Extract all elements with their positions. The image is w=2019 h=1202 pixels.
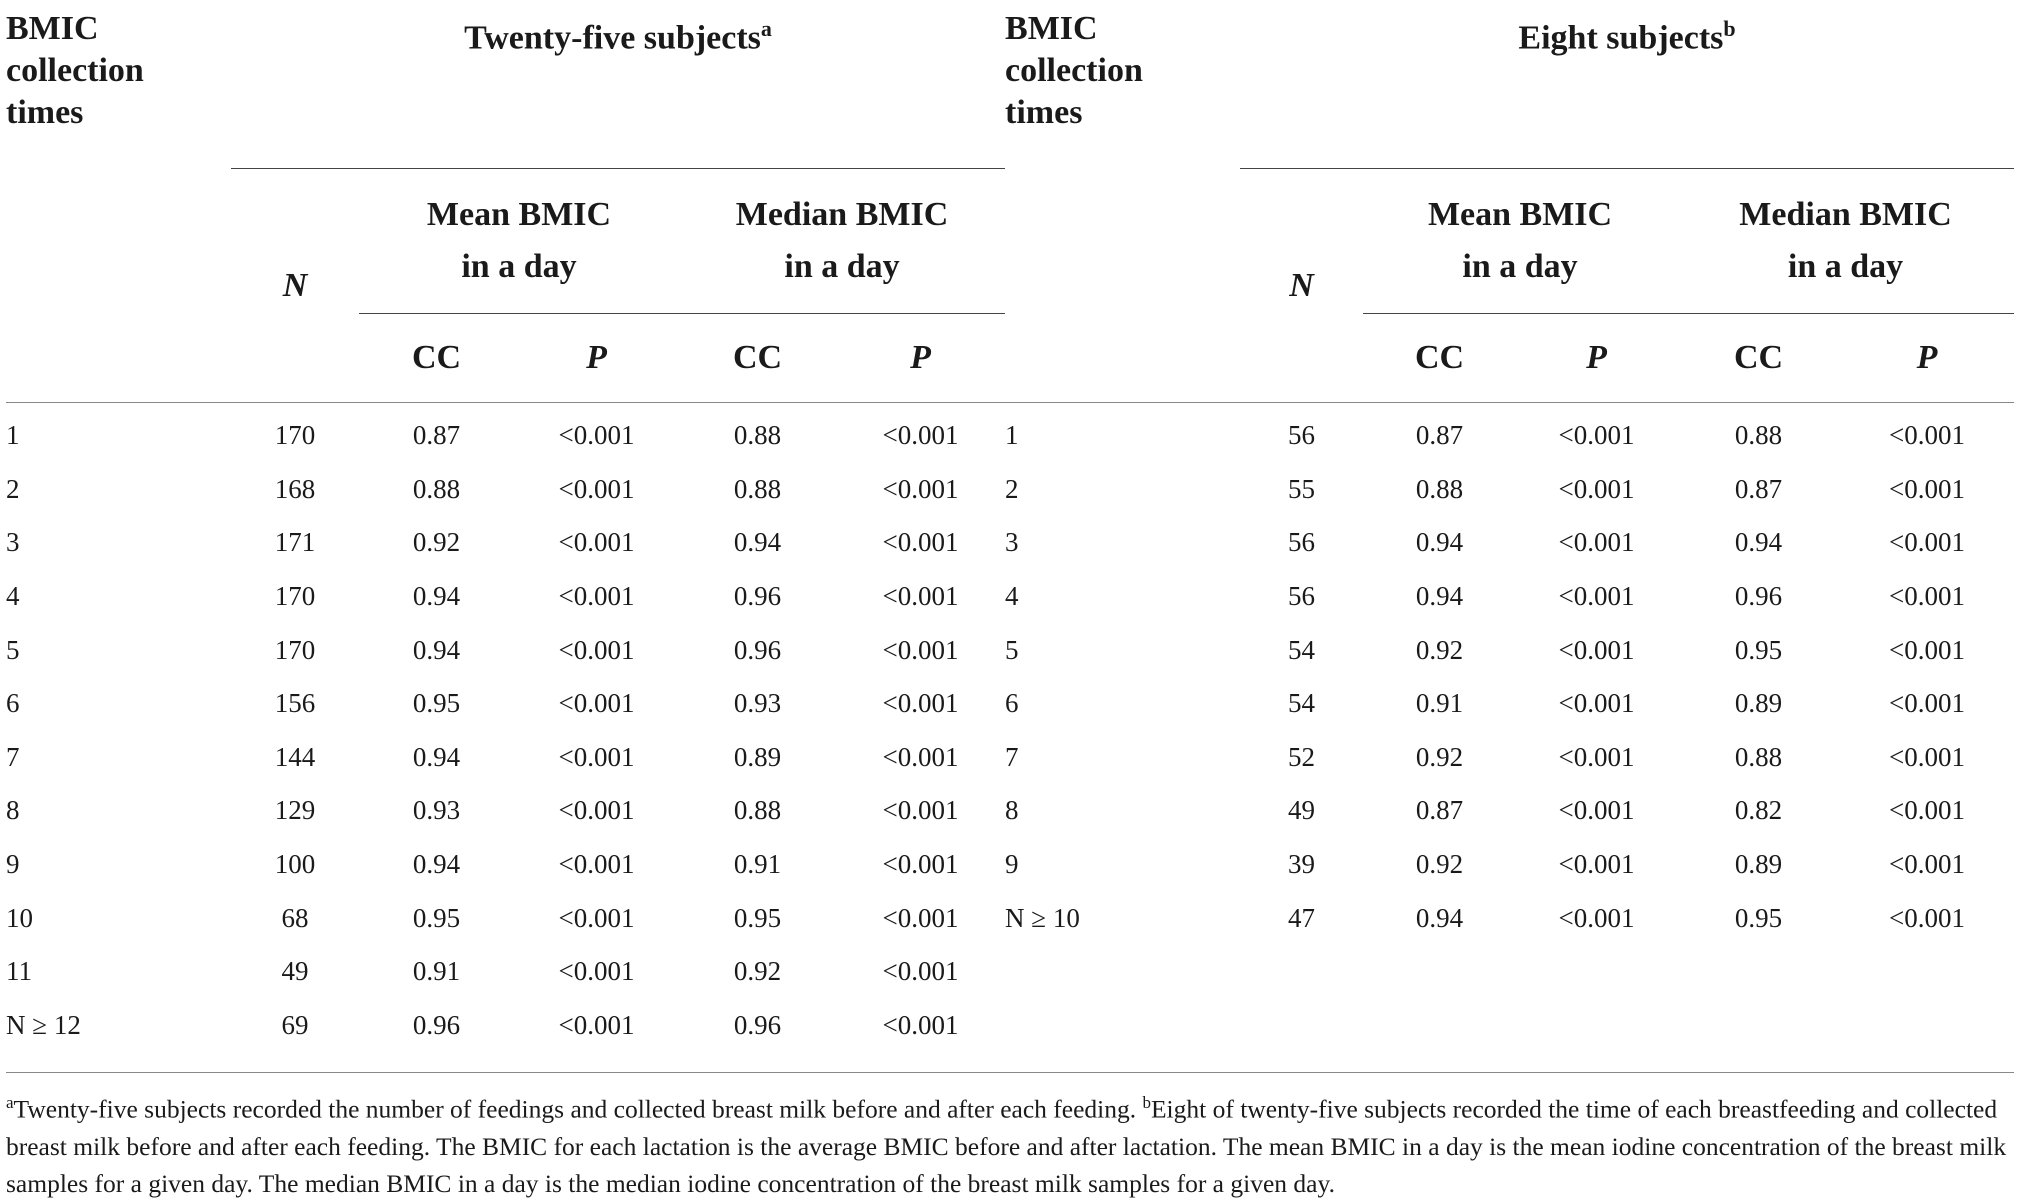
table-row <box>6 731 2014 785</box>
mean-cc-cell: 0.87 <box>1415 420 1464 451</box>
cc-header: CC <box>679 314 836 403</box>
median-cc-cell: 0.93 <box>733 688 782 719</box>
mean-bmic-header <box>359 169 679 314</box>
mean-p-cell: <0.001 <box>1558 634 1635 665</box>
table-row <box>6 784 2014 838</box>
mean-cc-cell: 0.94 <box>412 581 461 612</box>
median-line1: Median BMIC <box>1739 196 1952 233</box>
collection-time-cell: N ≥ 10 <box>1005 902 1080 933</box>
mean-p-cell: <0.001 <box>558 795 635 826</box>
table-row <box>6 999 2014 1053</box>
p-header: P <box>836 314 1005 403</box>
mean-cc-cell: 0.94 <box>1415 527 1464 558</box>
mean-cc-cell: 0.94 <box>412 849 461 880</box>
collection-time-cell: 1 <box>1005 420 1019 451</box>
collection-time-cell: 3 <box>6 527 20 558</box>
stub-header-a <box>6 0 231 402</box>
mean-p-cell <box>1516 999 1677 1053</box>
median-p-cell: <0.001 <box>882 688 959 719</box>
median-p-cell: <0.001 <box>882 634 959 665</box>
n-cell: 47 <box>1288 902 1316 933</box>
median-cc-cell: 0.88 <box>733 420 782 451</box>
median-cc-cell: 0.95 <box>733 902 782 933</box>
mean-bmic-header <box>1363 169 1677 314</box>
n-cell: 39 <box>1288 849 1316 880</box>
cc-header: CC <box>1677 314 1840 403</box>
footnote-mark-a: a <box>6 1093 14 1112</box>
mean-cc-cell: 0.93 <box>412 795 461 826</box>
n-cell <box>1240 945 1363 999</box>
collection-time-cell: 2 <box>1005 473 1019 504</box>
stub-label-line: times <box>1005 94 1083 131</box>
mean-p-cell: <0.001 <box>558 956 635 987</box>
median-p-cell: <0.001 <box>882 956 959 987</box>
table-row <box>6 677 2014 731</box>
table-footnote <box>6 1084 2012 1202</box>
median-cc-cell: 0.95 <box>1734 902 1783 933</box>
n-cell: 69 <box>281 1009 309 1040</box>
median-p-cell: <0.001 <box>882 795 959 826</box>
mean-cc-cell: 0.92 <box>1415 634 1464 665</box>
mean-p-cell: <0.001 <box>558 1009 635 1040</box>
median-p-cell: <0.001 <box>1889 420 1966 451</box>
mean-line2: in a day <box>461 248 577 285</box>
p-header: P <box>1516 314 1677 403</box>
collection-time-cell: 6 <box>6 688 20 719</box>
median-bmic-header <box>679 169 1005 314</box>
median-p-cell: <0.001 <box>882 581 959 612</box>
n-header: N <box>231 169 359 403</box>
footnote-a-text: Twenty-five subjects recorded the number of feedings and collected breast milk before and after each feeding. <box>13 1094 1143 1124</box>
table-row <box>6 516 2014 570</box>
stub-label-line: BMIC <box>6 10 99 47</box>
table-body <box>6 402 2014 1073</box>
median-cc-cell: 0.89 <box>733 741 782 772</box>
mean-cc-cell: 0.92 <box>412 527 461 558</box>
mean-cc-cell: 0.88 <box>412 473 461 504</box>
collection-time-cell <box>1005 999 1240 1053</box>
n-cell: 170 <box>274 634 316 665</box>
median-p-cell: <0.001 <box>1889 688 1966 719</box>
collection-time-cell: N ≥ 12 <box>6 1009 81 1040</box>
mean-p-cell: <0.001 <box>1558 473 1635 504</box>
median-cc-cell: 0.96 <box>733 634 782 665</box>
n-cell: 170 <box>274 420 316 451</box>
mean-p-cell: <0.001 <box>558 527 635 558</box>
collection-time-cell: 1 <box>6 420 20 451</box>
n-cell: 49 <box>1288 795 1316 826</box>
n-cell: 100 <box>274 849 316 880</box>
median-p-cell: <0.001 <box>882 1009 959 1040</box>
median-cc-cell: 0.92 <box>733 956 782 987</box>
mean-p-cell: <0.001 <box>558 473 635 504</box>
mean-line2: in a day <box>1462 248 1578 285</box>
median-p-cell: <0.001 <box>882 473 959 504</box>
median-p-cell: <0.001 <box>1889 795 1966 826</box>
mean-p-cell: <0.001 <box>558 634 635 665</box>
cc-header: CC <box>1363 314 1516 403</box>
mean-line1: Mean BMIC <box>426 196 612 233</box>
median-p-cell: <0.001 <box>1889 849 1966 880</box>
table-row <box>6 891 2014 945</box>
median-bmic-header <box>1677 169 2014 314</box>
table-row <box>6 623 2014 677</box>
median-cc-cell: 0.95 <box>1734 634 1783 665</box>
table-row <box>6 570 2014 624</box>
stub-label-line: times <box>6 94 84 131</box>
median-line1: Median BMIC <box>735 196 949 233</box>
mean-p-cell: <0.001 <box>558 741 635 772</box>
stub-label-line: collection <box>1005 52 1143 89</box>
n-cell: 168 <box>274 473 316 504</box>
collection-time-cell: 6 <box>1005 688 1019 719</box>
footnote-b-text: Eight of twenty-five subjects recorded the time of each breastfeeding and collected breast milk before and after each feeding. The BMIC for each lactation is the average BMIC before and after lactation. The mean BMIC in a day is the mean iodine concentration of the breast milk samples for a given day. The median BMIC in a day is the median iodine concentration of the breast milk samples for a given day. <box>6 1094 2007 1198</box>
mean-cc-cell: 0.92 <box>1415 849 1464 880</box>
mean-cc-cell: 0.94 <box>412 634 461 665</box>
n-cell: 56 <box>1288 581 1316 612</box>
median-p-cell: <0.001 <box>1889 741 1966 772</box>
collection-time-cell: 7 <box>1005 741 1019 772</box>
mean-cc-cell: 0.87 <box>412 420 461 451</box>
cc-header: CC <box>359 314 514 403</box>
median-cc-cell <box>1677 945 1840 999</box>
group-title: Eight subjects <box>1518 19 1724 57</box>
median-p-cell: <0.001 <box>1889 527 1966 558</box>
table-row <box>6 838 2014 892</box>
median-p-cell: <0.001 <box>882 420 959 451</box>
mean-p-cell: <0.001 <box>1558 741 1635 772</box>
table-bottom-rule <box>6 1052 2014 1073</box>
mean-cc-cell: 0.95 <box>412 688 461 719</box>
mean-cc-cell: 0.92 <box>1415 741 1464 772</box>
n-cell: 56 <box>1288 420 1316 451</box>
stub-header-b <box>1005 0 1240 402</box>
mean-line1: Mean BMIC <box>1427 196 1613 233</box>
mean-p-cell <box>1516 945 1677 999</box>
collection-time-cell: 7 <box>6 741 20 772</box>
median-p-cell: <0.001 <box>1889 473 1966 504</box>
collection-time-cell: 2 <box>6 473 20 504</box>
p-header: P <box>1840 314 2014 403</box>
median-p-cell: <0.001 <box>1889 581 1966 612</box>
mean-cc-cell: 0.96 <box>412 1009 461 1040</box>
n-cell: 171 <box>274 527 316 558</box>
n-cell: 54 <box>1288 634 1316 665</box>
median-cc-cell: 0.94 <box>1734 527 1783 558</box>
stub-label-line: collection <box>6 52 144 89</box>
mean-p-cell: <0.001 <box>1558 849 1635 880</box>
median-line2: in a day <box>784 248 900 285</box>
n-cell: 170 <box>274 581 316 612</box>
correlation-table <box>6 0 2014 1073</box>
median-cc-cell: 0.88 <box>1734 741 1783 772</box>
footnote-text <box>6 1084 2012 1202</box>
group-header-twenty-five-subjects <box>231 0 1005 169</box>
table-row <box>6 463 2014 517</box>
median-cc-cell: 0.88 <box>1734 420 1783 451</box>
collection-time-cell: 9 <box>6 849 20 880</box>
median-cc-cell: 0.94 <box>733 527 782 558</box>
median-cc-cell <box>1677 999 1840 1053</box>
median-p-cell <box>1840 999 2014 1053</box>
mean-p-cell: <0.001 <box>1558 688 1635 719</box>
mean-cc-cell: 0.91 <box>1415 688 1464 719</box>
n-cell <box>1240 999 1363 1053</box>
median-p-cell: <0.001 <box>882 849 959 880</box>
mean-cc-cell <box>1363 999 1516 1053</box>
collection-time-cell: 4 <box>6 581 20 612</box>
group-title: Twenty-five subjects <box>464 19 761 57</box>
footnote-mark: b <box>1723 16 1736 41</box>
median-p-cell: <0.001 <box>1889 634 1966 665</box>
median-cc-cell: 0.89 <box>1734 688 1783 719</box>
collection-time-cell: 9 <box>1005 849 1019 880</box>
median-line2: in a day <box>1787 248 1904 285</box>
median-cc-cell: 0.88 <box>733 795 782 826</box>
n-cell: 56 <box>1288 527 1316 558</box>
collection-time-cell: 8 <box>6 795 20 826</box>
median-p-cell: <0.001 <box>1889 902 1966 933</box>
mean-p-cell: <0.001 <box>1558 420 1635 451</box>
n-cell: 144 <box>274 741 316 772</box>
mean-p-cell: <0.001 <box>558 688 635 719</box>
n-cell: 49 <box>281 956 309 987</box>
n-cell: 54 <box>1288 688 1316 719</box>
collection-time-cell: 10 <box>6 902 33 933</box>
median-p-cell: <0.001 <box>882 741 959 772</box>
n-cell: 68 <box>281 902 309 933</box>
n-header: N <box>1240 169 1363 403</box>
median-cc-cell: 0.96 <box>733 1009 782 1040</box>
collection-time-cell: 3 <box>1005 527 1019 558</box>
mean-p-cell: <0.001 <box>558 581 635 612</box>
mean-cc-cell: 0.94 <box>1415 902 1464 933</box>
collection-time-cell: 8 <box>1005 795 1019 826</box>
collection-time-cell: 11 <box>6 956 32 987</box>
mean-cc-cell: 0.88 <box>1415 473 1464 504</box>
median-cc-cell: 0.89 <box>1734 849 1783 880</box>
mean-cc-cell <box>1363 945 1516 999</box>
group-header-eight-subjects <box>1240 0 2014 169</box>
p-header: P <box>514 314 679 403</box>
table-row <box>6 945 2014 999</box>
median-cc-cell: 0.82 <box>1734 795 1783 826</box>
collection-time-cell <box>1005 945 1240 999</box>
collection-time-cell: 5 <box>1005 634 1019 665</box>
median-cc-cell: 0.96 <box>1734 581 1783 612</box>
mean-cc-cell: 0.94 <box>412 741 461 772</box>
median-p-cell <box>1840 945 2014 999</box>
table-row <box>6 403 2014 463</box>
median-cc-cell: 0.91 <box>733 849 782 880</box>
median-cc-cell: 0.96 <box>733 581 782 612</box>
n-cell: 55 <box>1288 473 1316 504</box>
median-p-cell: <0.001 <box>882 527 959 558</box>
n-cell: 156 <box>274 688 316 719</box>
mean-p-cell: <0.001 <box>1558 795 1635 826</box>
mean-p-cell: <0.001 <box>1558 902 1635 933</box>
mean-cc-cell: 0.87 <box>1415 795 1464 826</box>
mean-p-cell: <0.001 <box>1558 581 1635 612</box>
median-cc-cell: 0.87 <box>1734 473 1783 504</box>
mean-cc-cell: 0.95 <box>412 902 461 933</box>
mean-p-cell: <0.001 <box>558 420 635 451</box>
mean-p-cell: <0.001 <box>558 849 635 880</box>
n-cell: 129 <box>274 795 316 826</box>
mean-p-cell: <0.001 <box>558 902 635 933</box>
footnote-mark: a <box>760 16 772 41</box>
mean-p-cell: <0.001 <box>1558 527 1635 558</box>
collection-time-cell: 4 <box>1005 581 1019 612</box>
median-cc-cell: 0.88 <box>733 473 782 504</box>
collection-time-cell: 5 <box>6 634 20 665</box>
footnote-mark-b: b <box>1142 1093 1151 1112</box>
stub-label-line: BMIC <box>1005 10 1098 47</box>
mean-cc-cell: 0.94 <box>1415 581 1464 612</box>
mean-cc-cell: 0.91 <box>412 956 461 987</box>
n-cell: 52 <box>1288 741 1316 772</box>
median-p-cell: <0.001 <box>882 902 959 933</box>
